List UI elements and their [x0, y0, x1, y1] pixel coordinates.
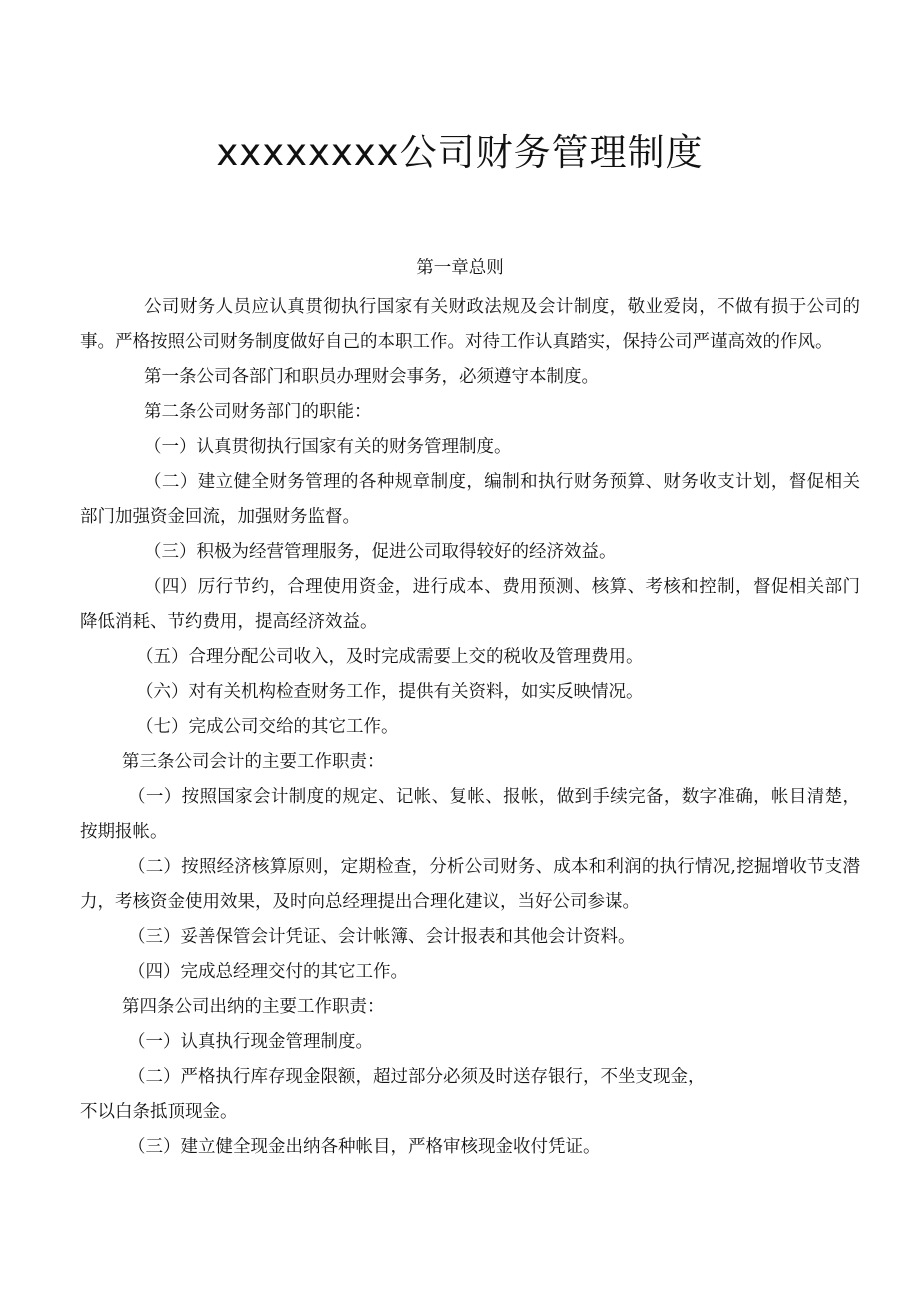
article-4-item-3: （三）建立健全现金出纳各种帐目，严格审核现金收付凭证。	[128, 1137, 601, 1157]
article-2-item-5: （五）合理分配公司收入，及时完成需要上交的税收及管理费用。	[136, 647, 644, 667]
article-1: 第一条公司各部门和职员办理财会事务，必须遵守本制度。	[144, 367, 599, 387]
article-4-item-2-continued: 不以白条抵顶现金。	[80, 1102, 238, 1122]
article-2-heading: 第二条公司财务部门的职能：	[144, 402, 372, 422]
intro-paragraph: 公司财务人员应认真贯彻执行国家有关财政法规及会计制度，敬业爱岗，不做有损于公司的事。严格按照公司财务制度做好自己的本职工作。对待工作认真踏实，保持公司严谨高效的作风。	[80, 297, 860, 352]
chapter-heading: 第一章总则	[416, 258, 504, 278]
article-2-item-2: （二）建立健全财务管理的各种规章制度，编制和执行财务预算、财务收支计划，督促相关部门加强资金回流，加强财务监督。	[80, 472, 860, 527]
article-4-heading: 第四条公司出纳的主要工作职责：	[122, 997, 385, 1017]
article-2-item-7: （七）完成公司交给的其它工作。	[136, 717, 399, 737]
document-title: xxxxxxxx公司财务管理制度	[216, 131, 704, 174]
article-3-item-3: （三）妥善保管会计凭证、会计帐簿、会计报表和其他会计资料。	[128, 927, 636, 947]
article-4-item-2: （二）严格执行库存现金限额，超过部分必须及时送存银行，不坐支现金，	[128, 1067, 706, 1087]
document-body	[80, 290, 860, 1165]
article-3-heading: 第三条公司会计的主要工作职责：	[122, 752, 385, 772]
article-3-item-4: （四）完成总经理交付的其它工作。	[128, 962, 408, 982]
article-3-item-1: （一）按照国家会计制度的规定、记帐、复帐、报帐，做到手续完备，数字准确，帐目清楚，按期报帐。	[80, 787, 860, 842]
article-3-item-2: （二）按照经济核算原则，定期检查，分析公司财务、成本和利润的执行情况,挖掘增收节支潜力，考核资金使用效果，及时向总经理提出合理化建议，当好公司参谋。	[80, 857, 860, 912]
article-2-item-4: （四）厉行节约，合理使用资金，进行成本、费用预测、核算、考核和控制，督促相关部门降低消耗、节约费用，提高经济效益。	[80, 577, 860, 632]
article-2-item-1: （一）认真贯彻执行国家有关的财务管理制度。	[144, 437, 512, 457]
article-2-item-6: （六）对有关机构检查财务工作，提供有关资料，如实反映情况。	[136, 682, 644, 702]
article-4-item-1: （一）认真执行现金管理制度。	[128, 1032, 373, 1052]
article-2-item-3: （三）积极为经营管理服务，促进公司取得较好的经济效益。	[144, 542, 617, 562]
